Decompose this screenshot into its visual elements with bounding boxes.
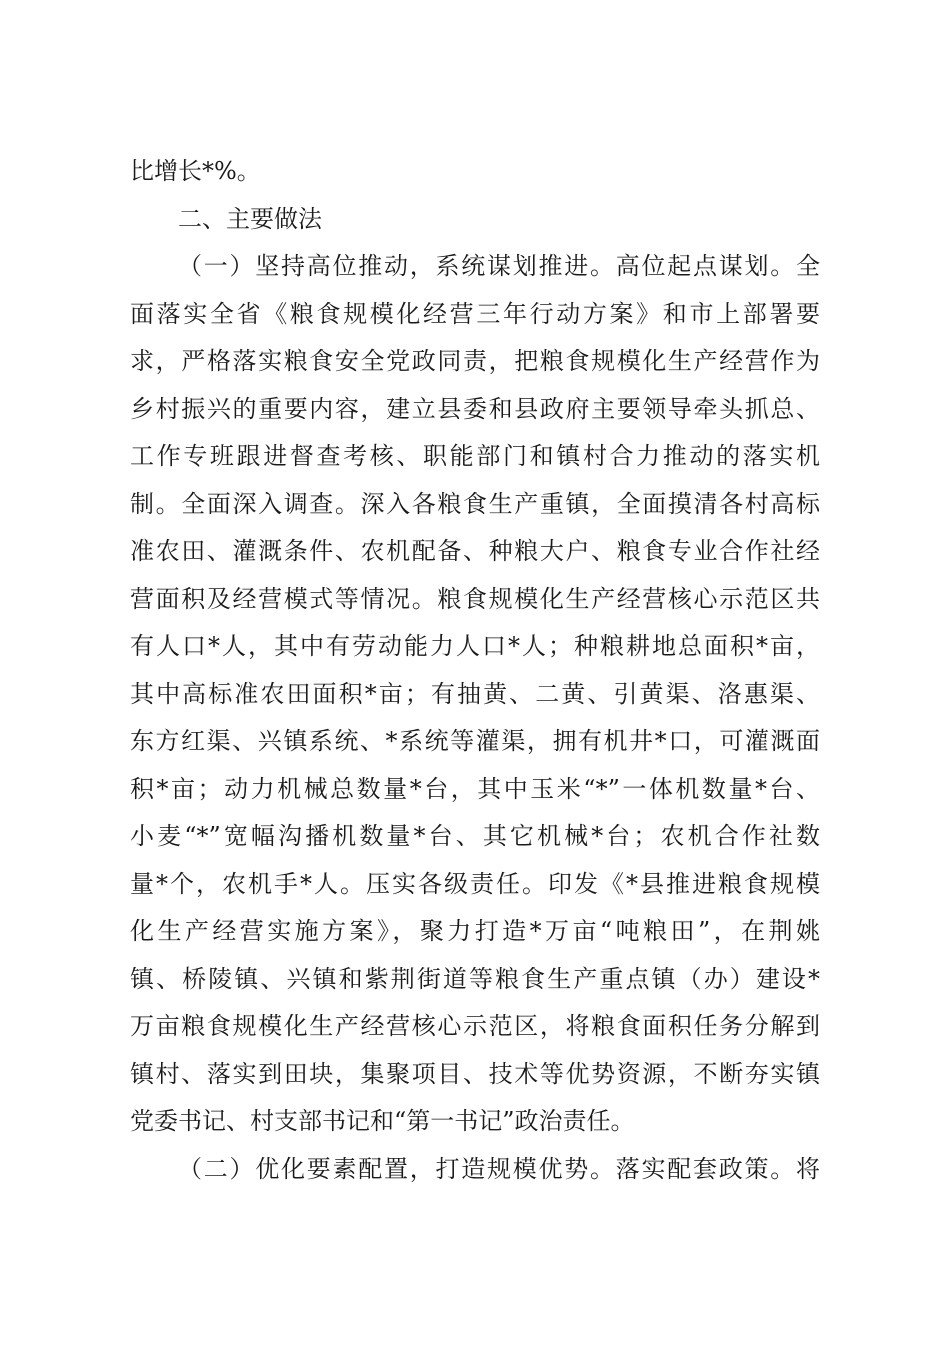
paragraph-line: 求，严格落实粮食安全党政同责，把粮食规模化生产经营作为 xyxy=(130,347,820,375)
paragraph-line: 工作专班跟进督查考核、职能部门和镇村合力推动的落实机 xyxy=(130,442,820,470)
paragraph-line: 积*亩；动力机械总数量*台，其中玉米“*”一体机数量*台、 xyxy=(130,774,820,803)
paragraph-line: 万亩粮食规模化生产经营核心示范区，将粮食面积任务分解到 xyxy=(130,1012,820,1040)
paragraph-line: 制。全面深入调查。深入各粮食生产重镇，全面摸清各村高标 xyxy=(130,489,820,518)
paragraph-line: 化生产经营实施方案》，聚力打造*万亩“吨粮田”，在荆姚 xyxy=(130,917,820,945)
paragraph-line: 有人口*人，其中有劳动能力人口*人；种粮耕地总面积*亩， xyxy=(130,632,820,660)
section-heading: 二、主要做法 xyxy=(178,204,322,233)
paragraph-line: 乡村振兴的重要内容，建立县委和县政府主要领导牵头抓总、 xyxy=(130,394,820,423)
paragraph-line: 其中高标准农田面积*亩；有抽黄、二黄、引黄渠、洛惠渠、 xyxy=(130,679,820,708)
paragraph-line: 镇、桥陵镇、兴镇和紫荆街道等粮食生产重点镇（办）建设* xyxy=(130,964,820,993)
paragraph-line: 准农田、灌溉条件、农机配备、种粮大户、粮食专业合作社经 xyxy=(130,537,820,565)
paragraph-line: 量*个，农机手*人。压实各级责任。印发《*县推进粮食规模 xyxy=(130,869,820,898)
paragraph-line: 营面积及经营模式等情况。粮食规模化生产经营核心示范区共 xyxy=(130,584,820,613)
paragraph-line: 面落实全省《粮食规模化经营三年行动方案》和市上部署要 xyxy=(130,299,820,328)
paragraph-line-continuation: 比增长*%。 xyxy=(130,157,261,185)
document-body xyxy=(130,148,820,1193)
paragraph-line: 小麦“*”宽幅沟播机数量*台、其它机械*台；农机合作社数 xyxy=(130,822,820,850)
paragraph-line-last: 党委书记、村支部书记和“第一书记”政治责任。 xyxy=(130,1107,635,1135)
paragraph-line: 东方红渠、兴镇系统、*系统等灌渠，拥有机井*口，可灌溉面 xyxy=(130,727,820,755)
paragraph-line: （一）坚持高位推动，系统谋划推进。高位起点谋划。全 xyxy=(178,252,820,280)
paragraph-line: 镇村、落实到田块，集聚项目、技术等优势资源，不断夯实镇 xyxy=(130,1059,820,1088)
paragraph-line: （二）优化要素配置，打造规模优势。落实配套政策。将 xyxy=(178,1154,820,1183)
